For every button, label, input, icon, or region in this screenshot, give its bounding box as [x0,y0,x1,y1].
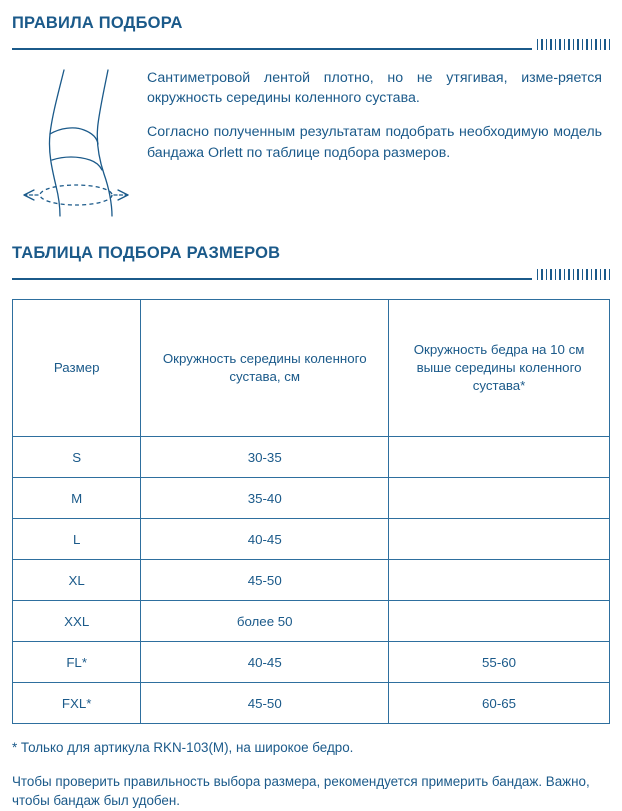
table-row [13,642,610,683]
cell-knee: 45-50 [141,560,389,601]
cell-knee: 30-35 [141,437,389,478]
cell-size: M [13,478,141,519]
size-selection-table [12,299,610,724]
table-row [13,437,610,478]
cell-size: S [13,437,141,478]
rules-paragraph-2: Согласно полученным результатам подобрать необходимую модель бандажа Orlett по таблице подбора размеров. [147,124,602,161]
table-row [13,560,610,601]
cell-thigh: 60-65 [389,683,610,724]
cell-size: XXL [13,601,141,642]
tick-marks-decoration-2 [532,269,611,280]
table-row [13,601,610,642]
column-header-size: Размер [13,300,141,437]
table-header-row [13,300,610,437]
table-section-title: ТАБЛИЦА ПОДБОРА РАЗМЕРОВ [12,244,281,263]
table-row [13,683,610,724]
footnote-asterisk: * Только для артикула RKN-103(M), на широкое бедро. [12,740,354,756]
column-header-thigh-circumference: Окружность бедра на 10 см выше середины коленного сустава* [389,300,610,437]
table-row [13,519,610,560]
cell-thigh: 55-60 [389,642,610,683]
cell-knee: 40-45 [141,519,389,560]
table-title-divider [12,269,610,280]
rules-content [12,64,610,214]
cell-thigh [389,601,610,642]
table-row [13,478,610,519]
cell-knee: 35-40 [141,478,389,519]
size-table-container [12,299,610,724]
cell-thigh [389,519,610,560]
knee-measurement-illustration [12,64,147,214]
rules-paragraph-1: Сантиметровой лентой плотно, но не утягивая, изме-ряется окружность середины коленного сустава. [147,70,602,107]
cell-size: L [13,519,141,560]
divider-line-2 [12,278,532,280]
column-header-knee-circumference: Окружность середины коленного сустава, см [141,300,389,437]
tick-marks-decoration [532,39,611,50]
cell-thigh [389,560,610,601]
table-section-header [12,214,610,280]
cell-knee: более 50 [141,601,389,642]
cell-thigh [389,478,610,519]
cell-size: FL* [13,642,141,683]
divider-line [12,48,532,50]
page-title: ПРАВИЛА ПОДБОРА [12,14,183,32]
cell-size: XL [13,560,141,601]
cell-thigh [389,437,610,478]
cell-knee: 45-50 [141,683,389,724]
title-divider [12,39,610,50]
cell-knee: 40-45 [141,642,389,683]
footnote-fitting-advice: Чтобы проверить правильность выбора размера, рекомендуется примерить бандаж. Важно, чтобы бандаж был удобен. [12,773,590,809]
rules-paragraphs [147,64,610,214]
cell-size: FXL* [13,683,141,724]
rules-section-header [12,0,610,50]
